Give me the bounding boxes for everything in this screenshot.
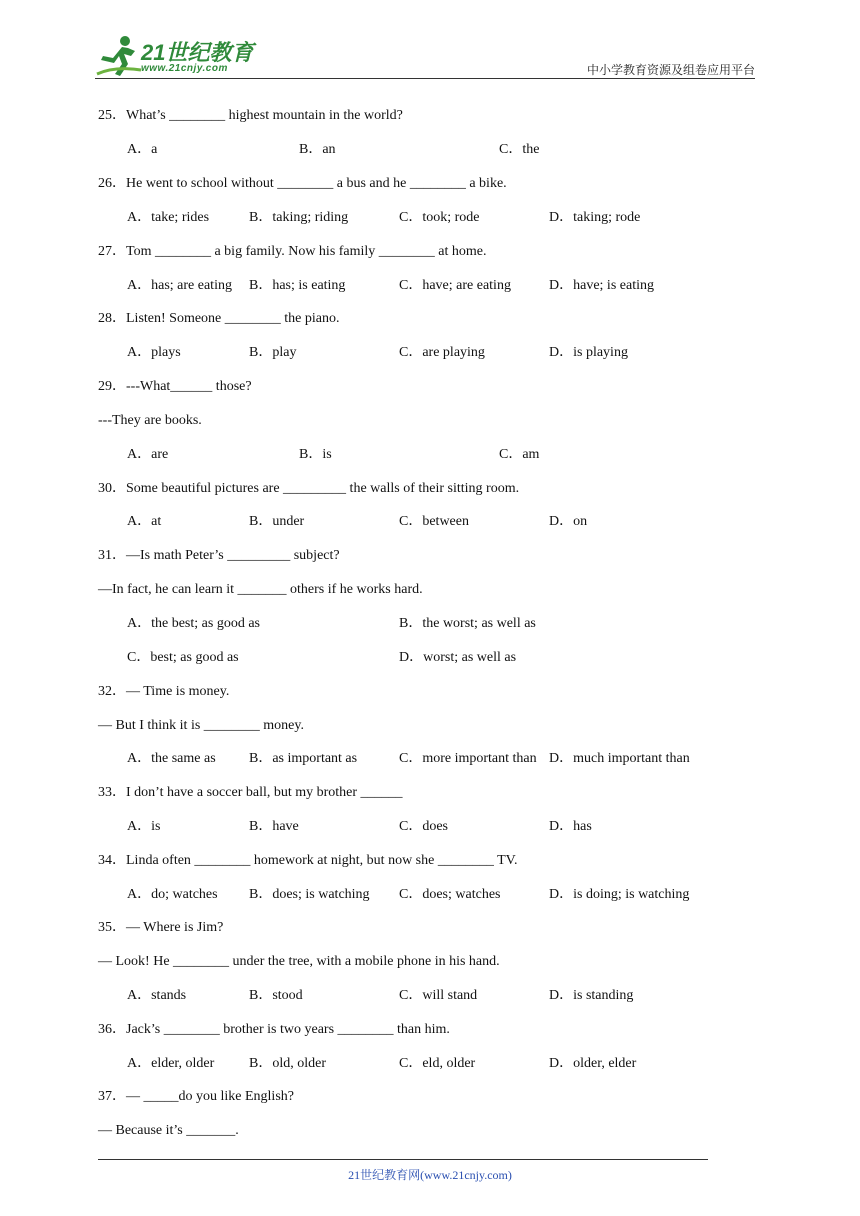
question-line: — Because it’s _______. xyxy=(98,1123,239,1138)
answer-option[interactable]: B．play xyxy=(249,345,297,360)
answer-option[interactable]: A．a xyxy=(127,142,158,157)
question-line: — But I think it is ________ money. xyxy=(98,718,304,733)
answer-option[interactable]: A．do; watches xyxy=(127,887,218,902)
question-stem: 32．— Time is money. xyxy=(98,684,230,699)
question-stem: 27．Tom ________ a big family. Now his family ________ at home. xyxy=(98,244,487,259)
answer-option[interactable]: B．does; is watching xyxy=(249,887,370,902)
answer-option[interactable]: D．is doing; is watching xyxy=(549,887,690,902)
question-stem: 36．Jack’s ________ brother is two years ________ than him. xyxy=(98,1022,450,1037)
question-stem: 28．Listen! Someone ________ the piano. xyxy=(98,311,340,326)
answer-option[interactable]: B．under xyxy=(249,514,305,529)
answer-option[interactable]: A．the same as xyxy=(127,751,216,766)
footer-text: 21世纪教育网(www.21cnjy.com) xyxy=(348,1168,512,1182)
answer-option[interactable]: A．take; rides xyxy=(127,210,210,225)
answer-option[interactable]: C．best; as good as xyxy=(127,650,239,665)
answer-option[interactable]: D．has xyxy=(549,819,592,834)
answer-option[interactable]: C．are playing xyxy=(399,345,485,360)
question-stem: 33．I don’t have a soccer ball, but my brother ______ xyxy=(98,785,403,800)
question-line: — Look! He ________ under the tree, with a mobile phone in his hand. xyxy=(98,954,500,969)
answer-option[interactable]: B．as important as xyxy=(249,751,358,766)
answer-option[interactable]: D．older, elder xyxy=(549,1056,637,1071)
runner-logo-icon xyxy=(95,34,143,78)
answer-option[interactable]: A．are xyxy=(127,447,169,462)
answer-option[interactable]: B．taking; riding xyxy=(249,210,349,225)
answer-option[interactable]: C．am xyxy=(499,447,540,462)
page-header xyxy=(95,34,755,80)
answer-option[interactable]: A．the best; as good as xyxy=(127,616,260,631)
answer-option[interactable]: A．at xyxy=(127,514,162,529)
question-stem: 25．What’s ________ highest mountain in the world? xyxy=(98,108,403,123)
answer-option[interactable]: A．plays xyxy=(127,345,181,360)
question-stem: 30．Some beautiful pictures are _________ the walls of their sitting room. xyxy=(98,481,520,496)
answer-option[interactable]: C．more important than xyxy=(399,751,537,766)
question-stem: 31．—Is math Peter’s _________ subject? xyxy=(98,548,340,563)
answer-option[interactable]: B．the worst; as well as xyxy=(399,616,536,631)
answer-option[interactable]: B．is xyxy=(299,447,332,462)
question-stem: 34．Linda often ________ homework at night, but now she ________ TV. xyxy=(98,853,518,868)
site-logo xyxy=(95,34,265,78)
answer-option[interactable]: A．stands xyxy=(127,988,187,1003)
answer-option[interactable]: D．worst; as well as xyxy=(399,650,517,665)
answer-option[interactable]: D．on xyxy=(549,514,588,529)
answer-option[interactable]: B．an xyxy=(299,142,336,157)
answer-option[interactable]: C．the xyxy=(499,142,540,157)
answer-option[interactable]: B．has; is eating xyxy=(249,278,346,293)
answer-option[interactable]: D．taking; rode xyxy=(549,210,641,225)
question-line: —In fact, he can learn it _______ others if he works hard. xyxy=(98,582,423,597)
answer-option[interactable]: D．is standing xyxy=(549,988,634,1003)
logo-text: 21世纪教育 xyxy=(141,40,254,65)
answer-option[interactable]: D．much important than xyxy=(549,751,690,766)
header-platform-name: 中小学教育资源及组卷应用平台 xyxy=(586,63,755,77)
logo-url: www.21cnjy.com xyxy=(141,63,228,74)
question-stem: 35．— Where is Jim? xyxy=(98,920,224,935)
answer-option[interactable]: D．have; is eating xyxy=(549,278,654,293)
question-stem: 29．---What______ those? xyxy=(98,379,252,394)
answer-option[interactable]: C．does xyxy=(399,819,448,834)
answer-option[interactable]: C．between xyxy=(399,514,469,529)
question-line: ---They are books. xyxy=(98,413,202,428)
answer-option[interactable]: C．have; are eating xyxy=(399,278,511,293)
answer-option[interactable]: D．is playing xyxy=(549,345,628,360)
answer-option[interactable]: B．old, older xyxy=(249,1056,326,1071)
answer-option[interactable]: A．elder, older xyxy=(127,1056,215,1071)
answer-option[interactable]: A．has; are eating xyxy=(127,278,232,293)
answer-option[interactable]: B．stood xyxy=(249,988,303,1003)
question-stem: 37．— _____do you like English? xyxy=(98,1089,294,1104)
answer-option[interactable]: C．does; watches xyxy=(399,887,501,902)
answer-option[interactable]: C．took; rode xyxy=(399,210,480,225)
answer-option[interactable]: C．will stand xyxy=(399,988,478,1003)
answer-option[interactable]: B．have xyxy=(249,819,299,834)
answer-option[interactable]: C．eld, older xyxy=(399,1056,476,1071)
question-stem: 26．He went to school without ________ a bus and he ________ a bike. xyxy=(98,176,507,191)
answer-option[interactable]: A．is xyxy=(127,819,161,834)
footer-divider xyxy=(98,1159,708,1160)
header-divider xyxy=(95,78,755,79)
